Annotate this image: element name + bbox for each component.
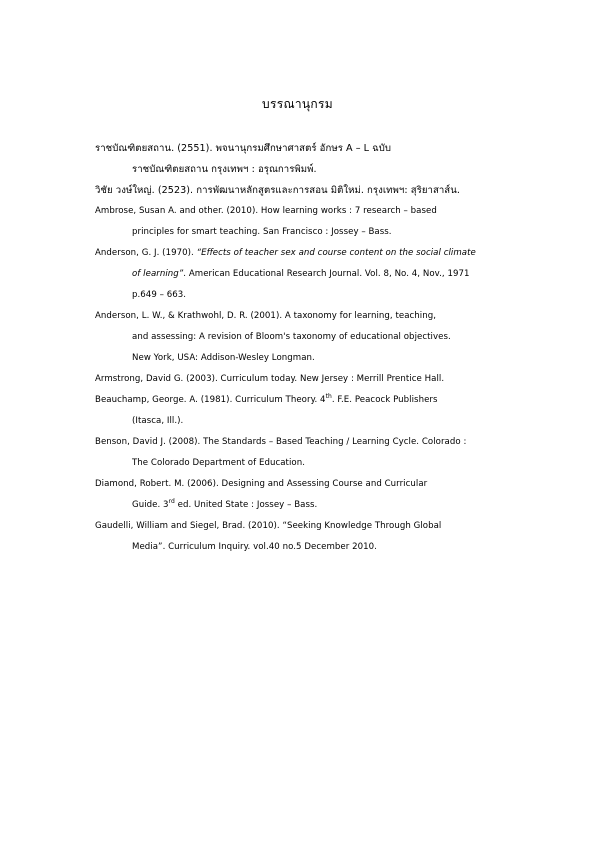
reference-line: p.649 – 663. (132, 290, 187, 300)
reference-entry (95, 201, 525, 243)
page-title: บรรณานุกรม (262, 97, 333, 111)
reference-line: ราชบัณฑิตยสถาน กรุงเทพฯ : อรุณการพิมพ์. (132, 164, 317, 175)
reference-text: . F.E. Peacock Publishers (331, 395, 438, 405)
reference-line: The Colorado Department of Education. (132, 458, 305, 468)
reference-line: Diamond, Robert. M. (2006). Designing and Assessing Course and Curricular (95, 479, 428, 489)
reference-entry (95, 306, 525, 369)
reference-entry (95, 474, 525, 516)
reference-line: principles for smart teaching. San Francisco : Jossey – Bass. (132, 227, 392, 237)
reference-line: วิชัย วงษ์ใหญ่. (2523). การพัฒนาหลักสูตรและการสอน มิติใหม่. กรุงเทพฯ: สุริยาสาส์น. (95, 185, 460, 196)
reference-text: Anderson, G. J. (1970). (95, 248, 197, 258)
reference-line: Ambrose, Susan A. and other. (2010). How learning works : 7 research – based (95, 206, 437, 216)
reference-entry (95, 432, 525, 474)
reference-line (95, 264, 525, 285)
reference-line: ราชบัณฑิตยสถาน. (2551). พจนานุกรมศึกษาศาสตร์ อักษร A – L ฉบับ (95, 143, 392, 154)
reference-text: . American Educational Research Journal. Vol. 8, No. 4, Nov., 1971 (183, 269, 470, 279)
reference-line: and assessing: A revision of Bloom's taxonomy of educational objectives. (132, 332, 451, 342)
reference-line: New York, USA: Addison-Wesley Longman. (132, 353, 315, 363)
reference-line: Armstrong, David G. (2003). Curriculum today. New Jersey : Merrill Prentice Hall. (95, 374, 445, 384)
superscript: rd (168, 498, 175, 505)
reference-entry (95, 180, 525, 201)
reference-line: (Itasca, Ill.). (132, 416, 184, 426)
reference-entry (95, 243, 525, 306)
reference-line (95, 243, 525, 264)
reference-article-title: of learning” (132, 269, 184, 279)
reference-text: Beauchamp, George. A. (1981). Curriculum Theory. 4 (95, 395, 326, 405)
reference-entry (95, 138, 525, 180)
reference-article-title: “Effects of teacher sex and course content on the social climate (196, 248, 476, 258)
reference-line (95, 390, 525, 411)
reference-line: Anderson, L. W., & Krathwohl, D. R. (2001). A taxonomy for learning, teaching, (95, 311, 437, 321)
reference-line: Benson, David J. (2008). The Standards – Based Teaching / Learning Cycle. Colorado : (95, 437, 467, 447)
reference-list (95, 138, 525, 558)
reference-entry (95, 516, 525, 558)
reference-entry (95, 369, 525, 390)
reference-line: Gaudelli, William and Siegel, Brad. (2010). “Seeking Knowledge Through Global (95, 521, 442, 531)
reference-entry (95, 390, 525, 432)
reference-text: Guide. 3 (132, 500, 169, 510)
superscript: th (325, 393, 332, 400)
reference-line: Media”. Curriculum Inquiry. vol.40 no.5 December 2010. (132, 542, 377, 552)
reference-text: ed. United State : Jossey – Bass. (174, 500, 318, 510)
reference-line (95, 495, 525, 516)
